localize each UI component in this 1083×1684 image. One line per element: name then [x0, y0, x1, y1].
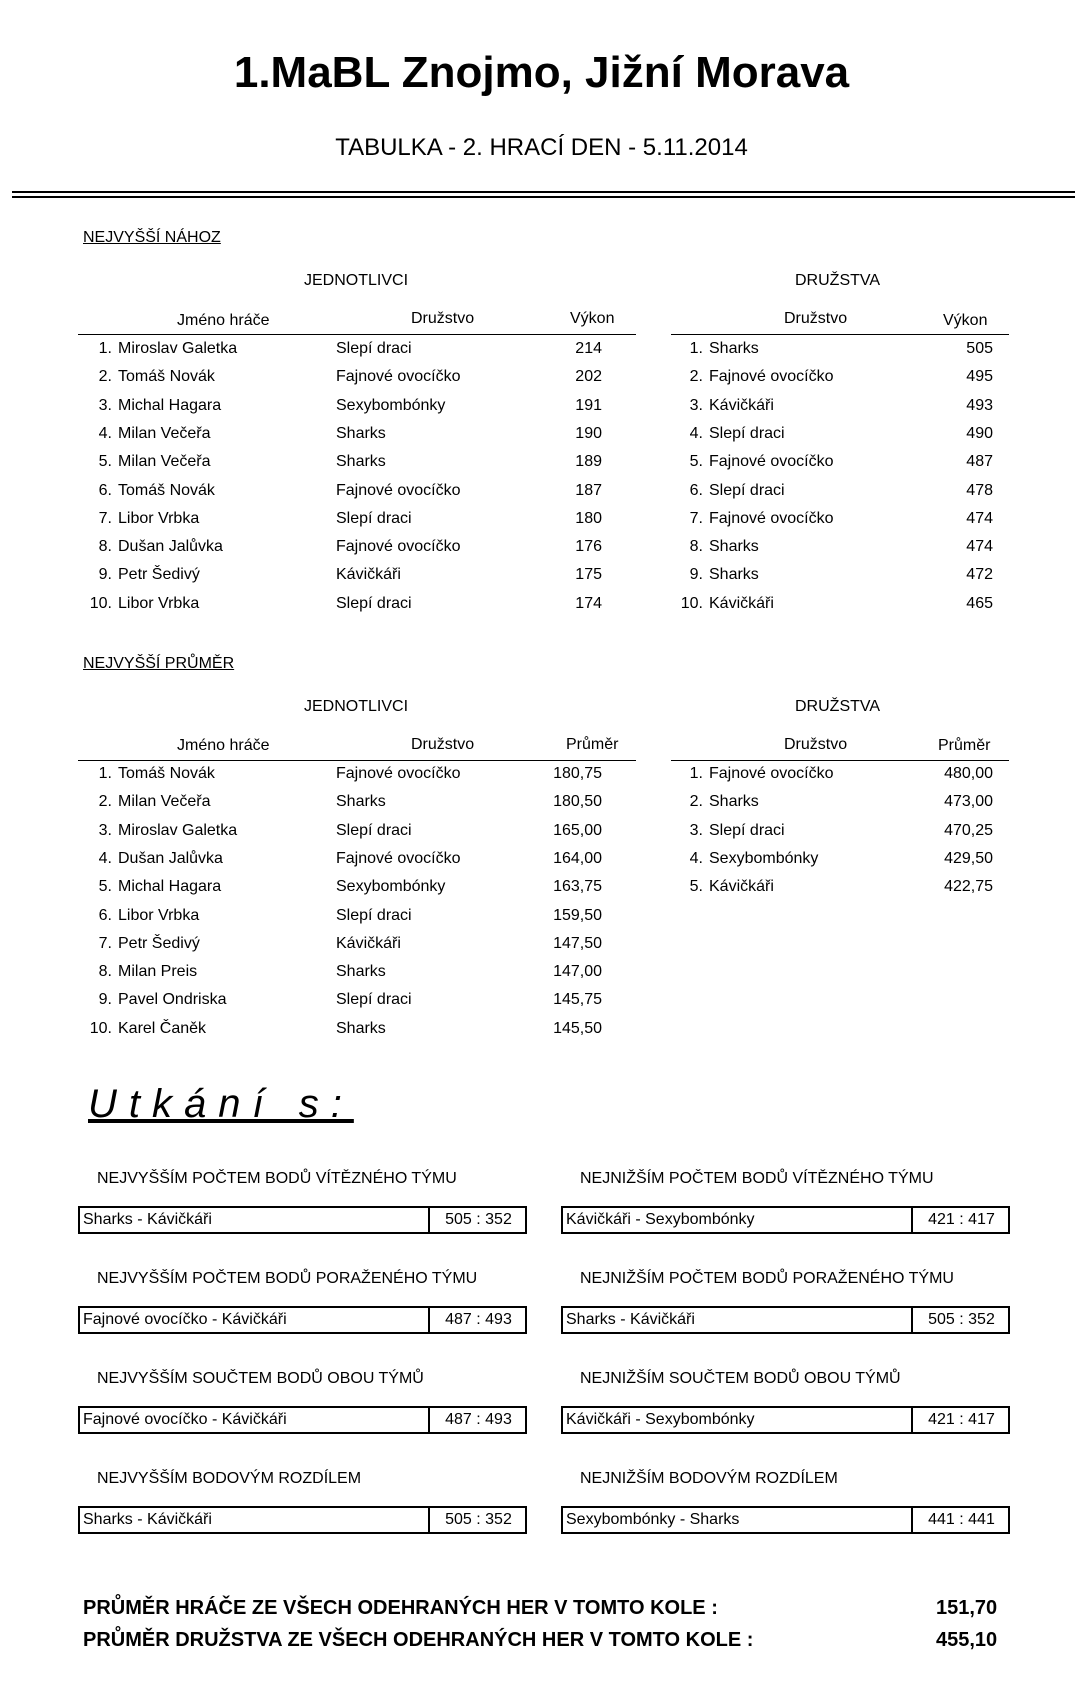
table-row [671, 873, 1009, 901]
value-cell: 147,50 [553, 934, 602, 952]
nahoz-individuals-title: JEDNOTLIVCI [304, 272, 409, 289]
record-score: 487 : 493 [428, 1308, 527, 1332]
value-cell: 190 [575, 424, 602, 442]
player-name-cell: Pavel Ondriska [118, 991, 227, 1009]
team-cell: Fajnové ovocíčko [336, 481, 461, 499]
team-cell: Fajnové ovocíčko [336, 368, 461, 386]
table-row [78, 930, 638, 958]
team-cell: Sharks [336, 424, 386, 442]
value-cell: 480,00 [944, 765, 993, 782]
rank-cell: 4. [689, 849, 703, 867]
rank-cell: 5. [689, 878, 703, 896]
team-cell: Slepí draci [336, 340, 412, 357]
record-box [78, 1406, 527, 1434]
value-cell: 214 [575, 340, 602, 357]
value-cell: 189 [575, 453, 602, 471]
rank-cell: 9. [98, 991, 112, 1009]
value-cell: 472 [966, 566, 993, 584]
player-name-cell: Michal Hagara [118, 396, 222, 414]
value-cell: 474 [966, 538, 993, 556]
value-cell: 505 [966, 340, 993, 357]
team-average-value: 455,10 [936, 1629, 998, 1651]
value-cell: 191 [575, 396, 602, 414]
rank-cell: 3. [689, 396, 703, 414]
table-row [78, 873, 638, 901]
table-row [78, 590, 638, 618]
rank-cell: 2. [98, 368, 112, 386]
team-cell: Kávičkáři [336, 934, 401, 952]
rank-cell: 6. [98, 906, 112, 924]
rank-cell: 4. [98, 424, 112, 442]
value-cell: 493 [966, 396, 993, 414]
value-cell: 474 [966, 509, 993, 527]
table-row [671, 505, 1009, 533]
record-score: 487 : 493 [428, 1408, 527, 1432]
table-row [78, 561, 638, 589]
rank-cell: 7. [689, 509, 703, 527]
value-cell: 490 [966, 424, 993, 442]
record-box [78, 1506, 527, 1534]
value-cell: 180 [575, 509, 602, 527]
team-cell: Fajnové ovocíčko [709, 368, 834, 386]
record-label: NEJNIŽŠÍM SOUČTEM BODŮ OBOU TÝMŮ [580, 1370, 901, 1387]
record-score: 505 : 352 [911, 1308, 1010, 1332]
team-cell: Kávičkáři [336, 566, 401, 584]
player-name-cell: Miroslav Galetka [118, 821, 238, 839]
table-row [671, 817, 1009, 845]
rank-cell: 4. [689, 424, 703, 442]
record-label: NEJNIŽŠÍM BODOVÝM ROZDÍLEM [580, 1470, 838, 1487]
record-box [561, 1406, 1010, 1434]
record-label: NEJVYŠŠÍM POČTEM BODŮ VÍTĚZNÉHO TÝMU [97, 1170, 457, 1187]
rank-cell: 1. [98, 340, 112, 357]
record-box [561, 1306, 1010, 1334]
section-title-prumer: NEJVYŠŠÍ PRŮMĚR [83, 655, 235, 672]
team-cell: Slepí draci [336, 906, 412, 924]
nahoz-teams-col-team: Družstvo [784, 310, 848, 327]
table-row [671, 363, 1009, 391]
table-row [78, 420, 638, 448]
value-cell: 175 [575, 566, 602, 584]
rank-cell: 8. [98, 538, 112, 556]
value-cell: 145,75 [553, 991, 602, 1009]
value-cell: 473,00 [944, 793, 993, 811]
team-cell: Slepí draci [336, 509, 412, 527]
team-cell: Sharks [709, 793, 759, 811]
table-row [671, 392, 1009, 420]
player-name-cell: Tomáš Novák [118, 368, 215, 386]
player-name-cell: Michal Hagara [118, 878, 222, 896]
team-cell: Fajnové ovocíčko [709, 509, 834, 527]
record-match: Kávičkáři - Sexybombónky [566, 1411, 755, 1428]
player-name-cell: Milan Preis [118, 963, 198, 981]
team-cell: Slepí draci [336, 991, 412, 1009]
nahoz-teams-col-value: Výkon [943, 312, 988, 329]
rank-cell: 10. [680, 594, 703, 612]
player-name-cell: Miroslav Galetka [118, 340, 238, 357]
table-row [671, 420, 1009, 448]
rank-cell: 5. [98, 453, 112, 471]
table-row [78, 335, 638, 363]
table-row [78, 817, 638, 845]
team-cell: Sharks [336, 793, 386, 811]
record-box [561, 1206, 1010, 1234]
rank-cell: 8. [689, 538, 703, 556]
table-row [78, 958, 638, 986]
value-cell: 165,00 [553, 821, 602, 839]
value-cell: 495 [966, 368, 993, 386]
table-row [671, 845, 1009, 873]
record-match: Fajnové ovocíčko - Kávičkáři [83, 1411, 287, 1428]
value-cell: 202 [575, 368, 602, 386]
table-row [78, 986, 638, 1014]
team-cell: Sharks [336, 453, 386, 471]
table-row [78, 363, 638, 391]
value-cell: 163,75 [553, 878, 602, 896]
header-divider-top [12, 191, 1075, 193]
record-score: 505 : 352 [428, 1208, 527, 1232]
rank-cell: 6. [98, 481, 112, 499]
rank-cell: 6. [689, 481, 703, 499]
rank-cell: 3. [98, 821, 112, 839]
table-row [671, 788, 1009, 816]
team-cell: Slepí draci [709, 481, 785, 499]
prumer-individuals-title: JEDNOTLIVCI [304, 698, 409, 715]
rank-cell: 10. [89, 594, 112, 612]
record-box [78, 1306, 527, 1334]
value-cell: 145,50 [553, 1019, 602, 1037]
record-match: Fajnové ovocíčko - Kávičkáři [83, 1311, 287, 1328]
player-name-cell: Karel Čaněk [118, 1019, 207, 1037]
player-name-cell: Tomáš Novák [118, 765, 215, 782]
table-row [78, 448, 638, 476]
rank-cell: 7. [98, 509, 112, 527]
record-label: NEJNIŽŠÍM POČTEM BODŮ VÍTĚZNÉHO TÝMU [580, 1170, 934, 1187]
value-cell: 487 [966, 453, 993, 471]
value-cell: 147,00 [553, 963, 602, 981]
record-match: Sharks - Kávičkáři [566, 1311, 695, 1328]
team-cell: Fajnové ovocíčko [336, 849, 461, 867]
record-match: Sexybombónky - Sharks [566, 1511, 740, 1528]
header-divider-bottom [12, 196, 1075, 198]
team-average-label: PRŮMĚR DRUŽSTVA ZE VŠECH ODEHRANÝCH HER V TOMTO KOLE : [83, 1629, 754, 1651]
team-cell: Sharks [709, 538, 759, 556]
value-cell: 176 [575, 538, 602, 556]
table-row [671, 760, 1009, 788]
table-row [671, 533, 1009, 561]
utkani-heading: Utkání s: [88, 1082, 354, 1126]
team-cell: Sharks [336, 1019, 386, 1037]
prumer-col-value: Průměr [566, 736, 619, 753]
record-match: Sharks - Kávičkáři [83, 1511, 212, 1528]
team-cell: Fajnové ovocíčko [336, 538, 461, 556]
rank-cell: 5. [98, 878, 112, 896]
team-cell: Sharks [336, 963, 386, 981]
team-cell: Slepí draci [336, 821, 412, 839]
team-cell: Sharks [709, 340, 759, 357]
rank-cell: 1. [689, 340, 703, 357]
page-title: 1.MaBL Znojmo, Jižní Morava [233, 48, 850, 97]
record-score: 421 : 417 [911, 1208, 1010, 1232]
player-name-cell: Petr Šedivý [118, 566, 200, 584]
record-score: 421 : 417 [911, 1408, 1010, 1432]
team-cell: Fajnové ovocíčko [709, 765, 834, 782]
record-box [561, 1506, 1010, 1534]
player-name-cell: Milan Večeřa [118, 793, 211, 811]
team-cell: Kávičkáři [709, 594, 774, 612]
rank-cell: 10. [89, 1019, 112, 1037]
value-cell: 422,75 [944, 878, 993, 896]
player-name-cell: Milan Večeřa [118, 424, 211, 442]
table-row [78, 845, 638, 873]
rank-cell: 2. [689, 793, 703, 811]
table-row [671, 477, 1009, 505]
rank-cell: 9. [98, 566, 112, 584]
section-title-nahoz: NEJVYŠŠÍ NÁHOZ [83, 229, 221, 246]
nahoz-teams-title: DRUŽSTVA [795, 272, 881, 289]
record-label: NEJNIŽŠÍM POČTEM BODŮ PORAŽENÉHO TÝMU [580, 1270, 954, 1287]
prumer-col-team: Družstvo [411, 736, 475, 753]
page-subtitle: TABULKA - 2. HRACÍ DEN - 5.11.2014 [335, 134, 748, 161]
record-score: 441 : 441 [911, 1508, 1010, 1532]
prumer-teams-col-value: Průměr [938, 737, 991, 754]
table-row [78, 505, 638, 533]
player-name-cell: Tomáš Novák [118, 481, 215, 499]
value-cell: 470,25 [944, 821, 993, 839]
player-name-cell: Petr Šedivý [118, 934, 200, 952]
table-row [671, 590, 1009, 618]
record-match: Sharks - Kávičkáři [83, 1211, 212, 1228]
team-cell: Slepí draci [709, 424, 785, 442]
value-cell: 187 [575, 481, 602, 499]
team-cell: Fajnové ovocíčko [336, 765, 461, 782]
prumer-col-name: Jméno hráče [177, 737, 270, 754]
player-name-cell: Milan Večeřa [118, 453, 211, 471]
team-cell: Sharks [709, 566, 759, 584]
rank-cell: 7. [98, 934, 112, 952]
player-name-cell: Dušan Jalůvka [118, 849, 223, 867]
value-cell: 478 [966, 481, 993, 499]
nahoz-col-team: Družstvo [411, 310, 475, 327]
rank-cell: 8. [98, 963, 112, 981]
player-name-cell: Libor Vrbka [118, 509, 200, 527]
rank-cell: 2. [689, 368, 703, 386]
value-cell: 159,50 [553, 906, 602, 924]
team-cell: Kávičkáři [709, 396, 774, 414]
player-average-label: PRŮMĚR HRÁČE ZE VŠECH ODEHRANÝCH HER V TOMTO KOLE : [83, 1597, 718, 1619]
team-cell: Sexybombónky [709, 849, 819, 867]
table-row [671, 448, 1009, 476]
value-cell: 174 [575, 594, 602, 612]
team-cell: Sexybombónky [336, 878, 446, 896]
player-average-value: 151,70 [936, 1597, 998, 1619]
record-label: NEJVYŠŠÍM BODOVÝM ROZDÍLEM [97, 1470, 362, 1487]
table-row [78, 788, 638, 816]
table-row [671, 561, 1009, 589]
table-row [78, 902, 638, 930]
team-cell: Kávičkáři [709, 878, 774, 896]
rank-cell: 3. [689, 821, 703, 839]
nahoz-col-name: Jméno hráče [177, 312, 270, 329]
team-cell: Fajnové ovocíčko [709, 453, 834, 471]
player-name-cell: Libor Vrbka [118, 906, 200, 924]
table-row [78, 760, 638, 788]
team-cell: Slepí draci [709, 821, 785, 839]
value-cell: 180,75 [553, 765, 602, 782]
rank-cell: 2. [98, 793, 112, 811]
value-cell: 180,50 [553, 793, 602, 811]
rank-cell: 9. [689, 566, 703, 584]
rank-cell: 1. [98, 765, 112, 782]
table-row [671, 335, 1009, 363]
table-row [78, 477, 638, 505]
value-cell: 429,50 [944, 849, 993, 867]
value-cell: 164,00 [553, 849, 602, 867]
rank-cell: 4. [98, 849, 112, 867]
rank-cell: 3. [98, 396, 112, 414]
value-cell: 465 [966, 594, 993, 612]
table-row [78, 1015, 638, 1043]
table-row [78, 533, 638, 561]
record-label: NEJVYŠŠÍM SOUČTEM BODŮ OBOU TÝMŮ [97, 1370, 424, 1387]
team-cell: Sexybombónky [336, 396, 446, 414]
record-score: 505 : 352 [428, 1508, 527, 1532]
player-name-cell: Dušan Jalůvka [118, 538, 223, 556]
prumer-teams-col-team: Družstvo [784, 736, 848, 753]
record-box [78, 1206, 527, 1234]
rank-cell: 1. [689, 765, 703, 782]
rank-cell: 5. [689, 453, 703, 471]
record-match: Kávičkáři - Sexybombónky [566, 1211, 755, 1228]
table-row [78, 392, 638, 420]
prumer-teams-title: DRUŽSTVA [795, 698, 881, 715]
nahoz-col-value: Výkon [570, 310, 615, 327]
team-cell: Slepí draci [336, 594, 412, 612]
record-label: NEJVYŠŠÍM POČTEM BODŮ PORAŽENÉHO TÝMU [97, 1270, 478, 1287]
player-name-cell: Libor Vrbka [118, 594, 200, 612]
